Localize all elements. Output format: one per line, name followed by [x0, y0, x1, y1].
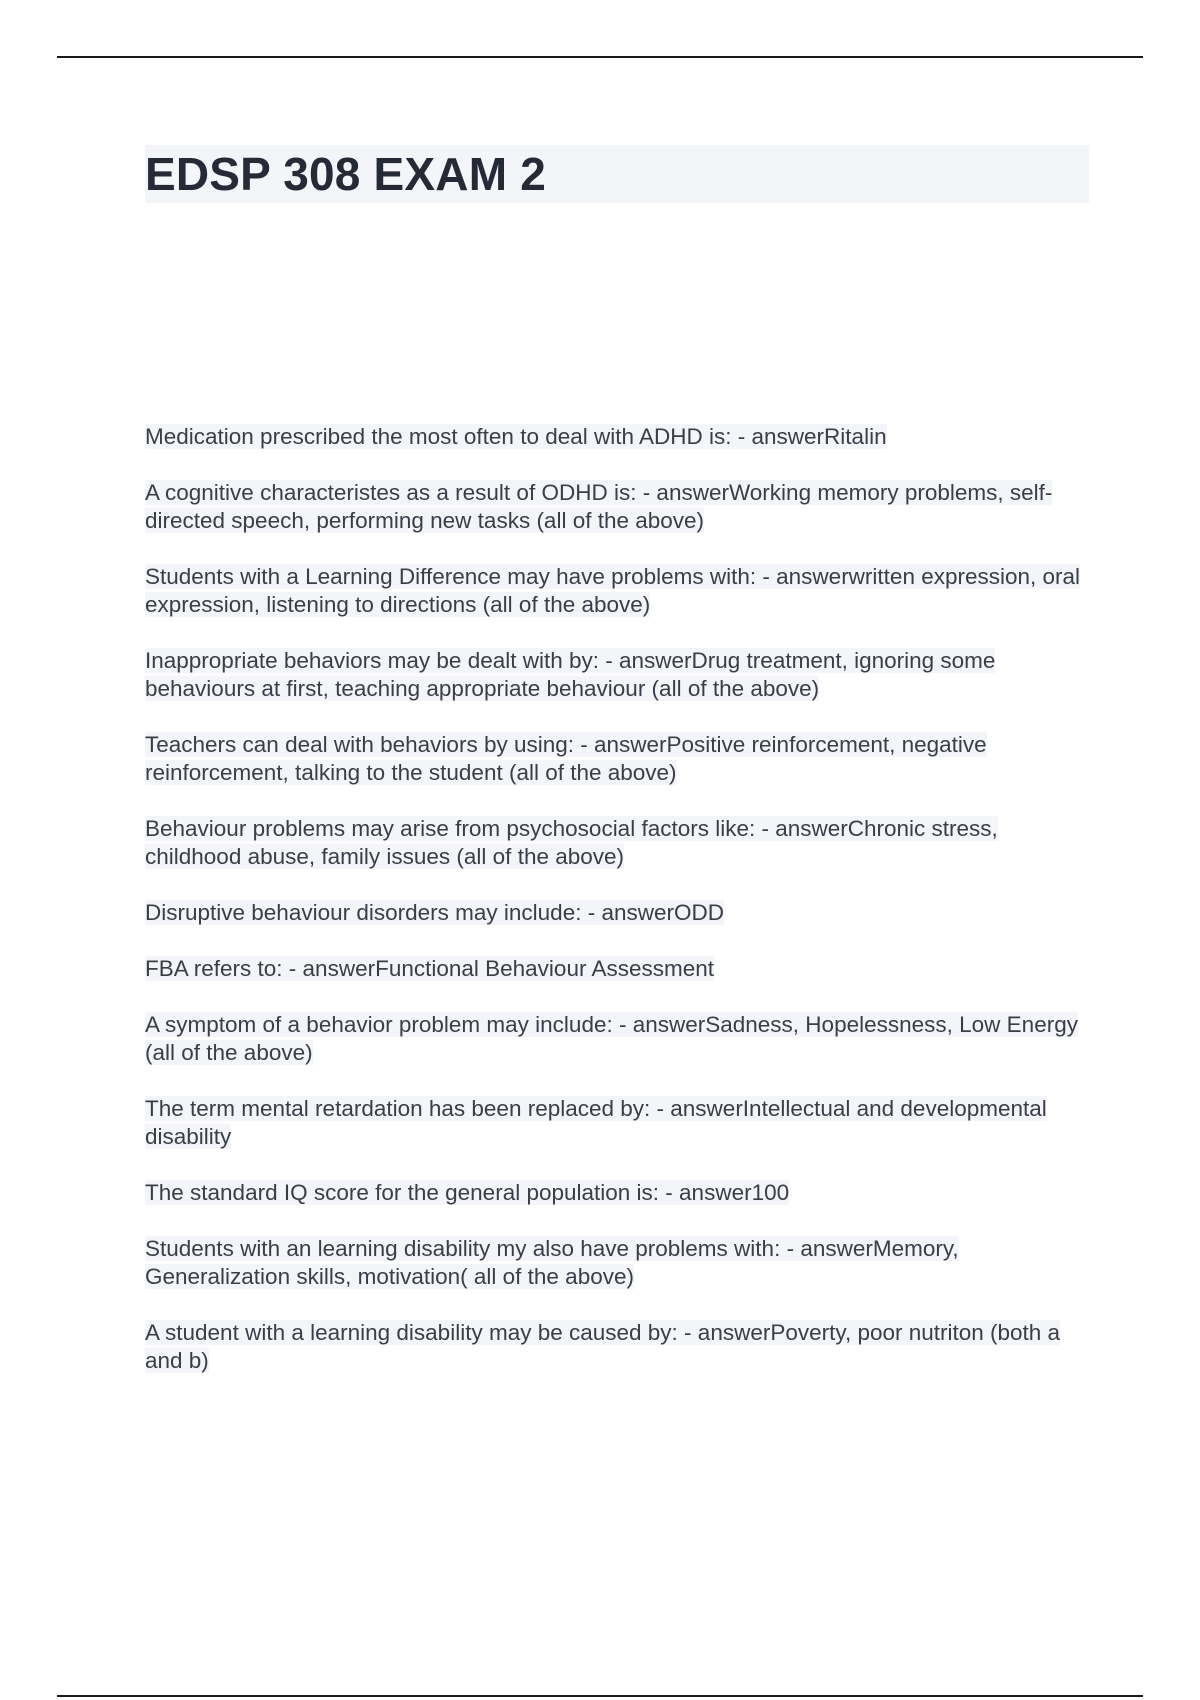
qa-text: Students with a Learning Difference may have problems with: - answerwritten expression, oral expression, listening to directions (all of the above)	[145, 564, 1081, 617]
qa-item	[145, 563, 1089, 619]
qa-text: The standard IQ score for the general population is: - answer100	[145, 1180, 790, 1205]
qa-list	[145, 423, 1089, 1403]
qa-item	[145, 1095, 1089, 1151]
qa-text: FBA refers to: - answerFunctional Behaviour Assessment	[145, 956, 715, 981]
qa-item	[145, 479, 1089, 535]
qa-text: Disruptive behaviour disorders may include: - answerODD	[145, 900, 724, 925]
qa-item	[145, 647, 1089, 703]
qa-item	[145, 1235, 1089, 1291]
qa-item	[145, 731, 1089, 787]
qa-item	[145, 1011, 1089, 1067]
qa-item	[145, 815, 1089, 871]
qa-text: Inappropriate behaviors may be dealt with by: - answerDrug treatment, ignoring some behaviours at first, teaching appropriate behaviour (all of the above)	[145, 648, 996, 701]
top-rule	[57, 56, 1143, 58]
qa-text: Medication prescribed the most often to deal with ADHD is: - answerRitalin	[145, 424, 887, 449]
qa-text: A student with a learning disability may be caused by: - answerPoverty, poor nutriton (both a and b)	[145, 1320, 1061, 1373]
qa-item	[145, 423, 1089, 451]
qa-item	[145, 899, 1089, 927]
document-title: EDSP 308 EXAM 2	[145, 148, 547, 200]
qa-text: Teachers can deal with behaviors by using: - answerPositive reinforcement, negative reinforcement, talking to the student (all of the above)	[145, 732, 987, 785]
qa-item	[145, 1319, 1089, 1375]
bottom-rule	[57, 1695, 1143, 1697]
qa-text: Students with an learning disability my also have problems with: - answerMemory, Generalization skills, motivation( all of the above)	[145, 1236, 959, 1289]
qa-text: Behaviour problems may arise from psychosocial factors like: - answerChronic stress, childhood abuse, family issues (all of the above)	[145, 816, 998, 869]
qa-item	[145, 955, 1089, 983]
qa-text: The term mental retardation has been replaced by: - answerIntellectual and developmental disability	[145, 1096, 1047, 1149]
qa-item	[145, 1179, 1089, 1207]
qa-text: A symptom of a behavior problem may include: - answerSadness, Hopelessness, Low Energy (all of the above)	[145, 1012, 1078, 1065]
qa-text: A cognitive characteristes as a result of ODHD is: - answerWorking memory problems, self-directed speech, performing new tasks (all of the above)	[145, 480, 1053, 533]
